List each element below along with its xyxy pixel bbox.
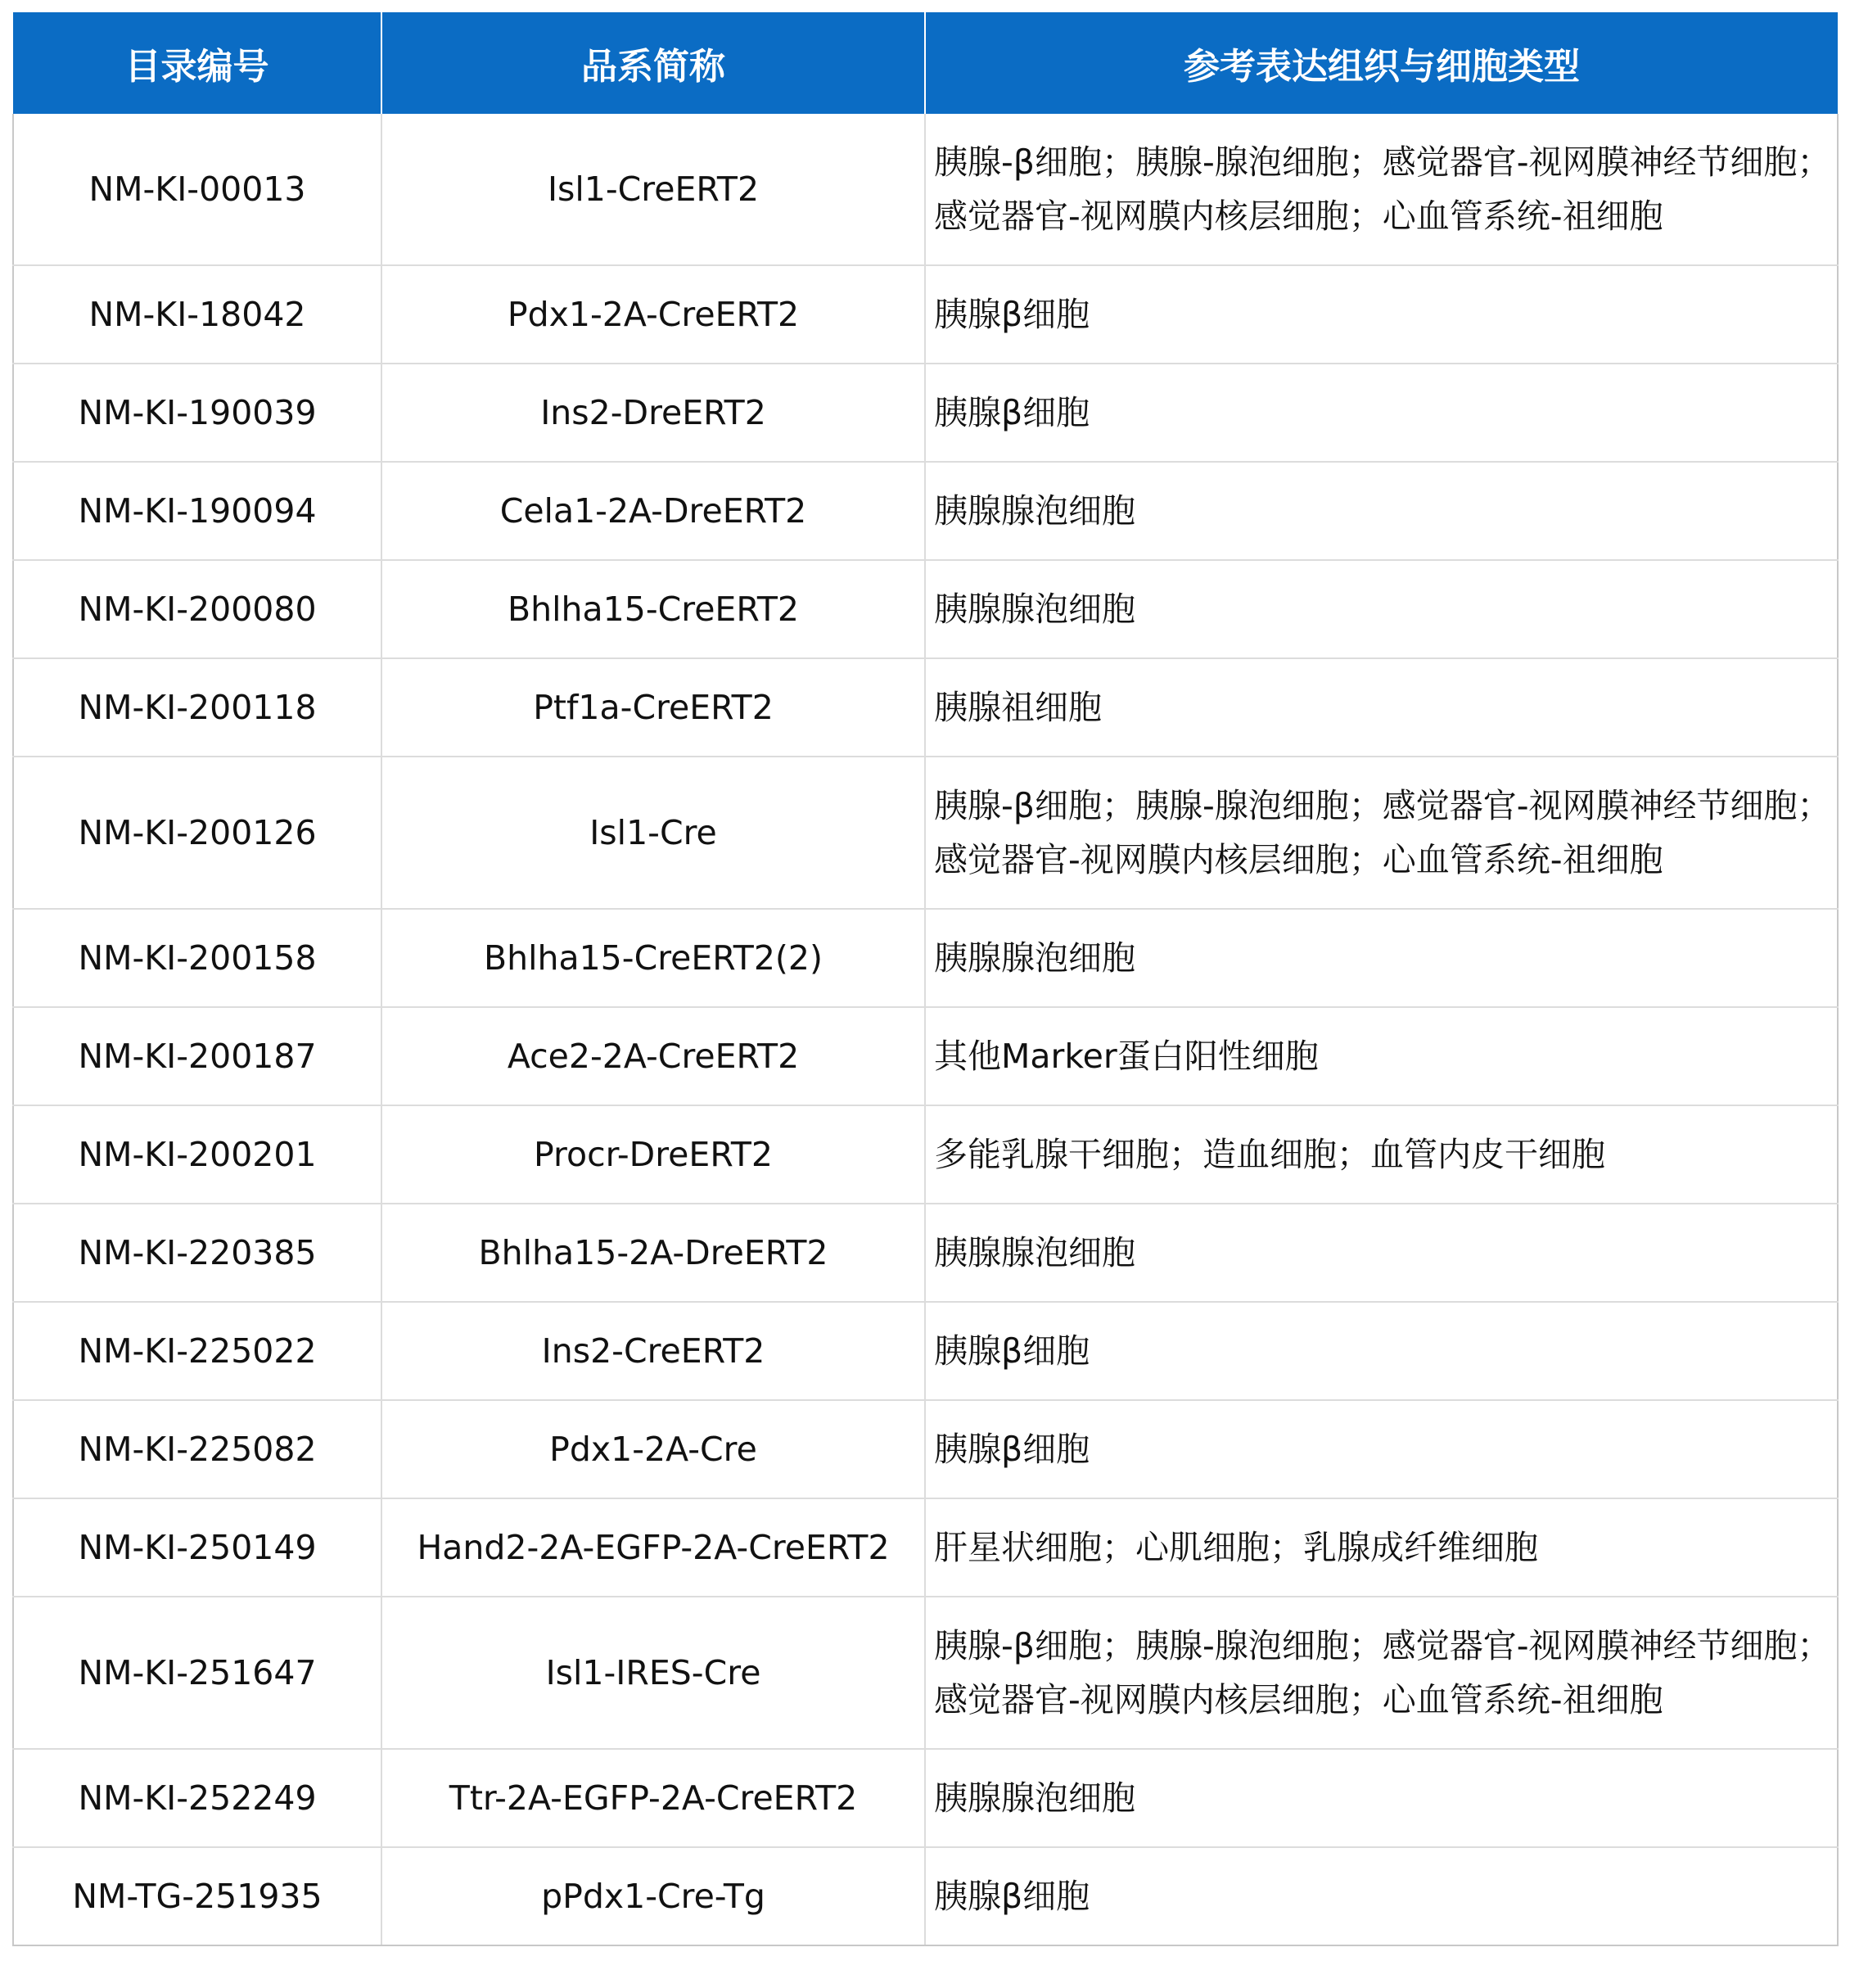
tissue-cell-type-cell: 胰腺腺泡细胞	[925, 1749, 1838, 1847]
table-row	[13, 462, 1838, 560]
catalog-number-cell: NM-KI-220385	[13, 1204, 381, 1302]
table-row	[13, 1204, 1838, 1302]
table-row	[13, 265, 1838, 364]
table-row	[13, 1597, 1838, 1749]
tissue-cell-type-cell: 胰腺β细胞	[925, 1847, 1838, 1945]
tissue-cell-type-cell: 肝星状细胞；心肌细胞；乳腺成纤维细胞	[925, 1498, 1838, 1597]
strain-name-cell: Ace2-2A-CreERT2	[381, 1007, 925, 1105]
table-row	[13, 1400, 1838, 1498]
strain-name-cell: Ptf1a-CreERT2	[381, 658, 925, 757]
tissue-cell-type-cell: 胰腺β细胞	[925, 1302, 1838, 1400]
header-tissue-cell-type: 参考表达组织与细胞类型	[925, 12, 1838, 114]
catalog-number-cell: NM-KI-18042	[13, 265, 381, 364]
table-body	[13, 114, 1838, 1945]
table-header	[13, 12, 1838, 114]
strain-name-cell: Isl1-CreERT2	[381, 114, 925, 265]
table-row	[13, 364, 1838, 462]
header-row	[13, 12, 1838, 114]
catalog-number-cell: NM-KI-190039	[13, 364, 381, 462]
table-row	[13, 1498, 1838, 1597]
catalog-number-cell: NM-KI-200126	[13, 757, 381, 909]
strain-name-cell: Isl1-Cre	[381, 757, 925, 909]
strain-name-cell: Hand2-2A-EGFP-2A-CreERT2	[381, 1498, 925, 1597]
table-row	[13, 658, 1838, 757]
tissue-cell-type-cell: 胰腺祖细胞	[925, 658, 1838, 757]
catalog-number-cell: NM-KI-225022	[13, 1302, 381, 1400]
tissue-cell-type-cell: 胰腺腺泡细胞	[925, 462, 1838, 560]
catalog-number-cell: NM-KI-200158	[13, 909, 381, 1007]
catalog-number-cell: NM-KI-200187	[13, 1007, 381, 1105]
catalog-number-cell: NM-KI-200080	[13, 560, 381, 658]
table-row	[13, 1302, 1838, 1400]
tissue-cell-type-cell: 胰腺腺泡细胞	[925, 560, 1838, 658]
strain-name-cell: Bhlha15-2A-DreERT2	[381, 1204, 925, 1302]
table-row	[13, 1847, 1838, 1945]
strain-name-cell: pPdx1-Cre-Tg	[381, 1847, 925, 1945]
strain-name-cell: Ins2-DreERT2	[381, 364, 925, 462]
catalog-number-cell: NM-KI-190094	[13, 462, 381, 560]
strain-name-cell: Cela1-2A-DreERT2	[381, 462, 925, 560]
strain-name-cell: Ttr-2A-EGFP-2A-CreERT2	[381, 1749, 925, 1847]
catalog-number-cell: NM-KI-200118	[13, 658, 381, 757]
table-row	[13, 1105, 1838, 1204]
tissue-cell-type-cell: 胰腺-β细胞；胰腺-腺泡细胞；感觉器官-视网膜神经节细胞；感觉器官-视网膜内核层细胞；心血管系统-祖细胞	[925, 114, 1838, 265]
header-catalog-number: 目录编号	[13, 12, 381, 114]
catalog-number-cell: NM-KI-252249	[13, 1749, 381, 1847]
tissue-cell-type-cell: 胰腺-β细胞；胰腺-腺泡细胞；感觉器官-视网膜神经节细胞；感觉器官-视网膜内核层细胞；心血管系统-祖细胞	[925, 757, 1838, 909]
catalog-number-cell: NM-KI-00013	[13, 114, 381, 265]
strain-name-cell: Isl1-IRES-Cre	[381, 1597, 925, 1749]
catalog-number-cell: NM-KI-200201	[13, 1105, 381, 1204]
strain-name-cell: Bhlha15-CreERT2	[381, 560, 925, 658]
strain-table	[12, 12, 1839, 1946]
tissue-cell-type-cell: 胰腺β细胞	[925, 364, 1838, 462]
tissue-cell-type-cell: 胰腺-β细胞；胰腺-腺泡细胞；感觉器官-视网膜神经节细胞；感觉器官-视网膜内核层细胞；心血管系统-祖细胞	[925, 1597, 1838, 1749]
table-row	[13, 1007, 1838, 1105]
header-strain-name: 品系简称	[381, 12, 925, 114]
tissue-cell-type-cell: 胰腺β细胞	[925, 265, 1838, 364]
strain-name-cell: Bhlha15-CreERT2(2)	[381, 909, 925, 1007]
table-row	[13, 757, 1838, 909]
tissue-cell-type-cell: 多能乳腺干细胞；造血细胞；血管内皮干细胞	[925, 1105, 1838, 1204]
strain-name-cell: Ins2-CreERT2	[381, 1302, 925, 1400]
table-row	[13, 560, 1838, 658]
strain-name-cell: Pdx1-2A-Cre	[381, 1400, 925, 1498]
catalog-number-cell: NM-KI-225082	[13, 1400, 381, 1498]
catalog-number-cell: NM-TG-251935	[13, 1847, 381, 1945]
table-row	[13, 1749, 1838, 1847]
tissue-cell-type-cell: 胰腺腺泡细胞	[925, 1204, 1838, 1302]
catalog-number-cell: NM-KI-250149	[13, 1498, 381, 1597]
tissue-cell-type-cell: 胰腺腺泡细胞	[925, 909, 1838, 1007]
tissue-cell-type-cell: 胰腺β细胞	[925, 1400, 1838, 1498]
table-row	[13, 114, 1838, 265]
strain-name-cell: Pdx1-2A-CreERT2	[381, 265, 925, 364]
catalog-number-cell: NM-KI-251647	[13, 1597, 381, 1749]
tissue-cell-type-cell: 其他Marker蛋白阳性细胞	[925, 1007, 1838, 1105]
table-row	[13, 909, 1838, 1007]
strain-name-cell: Procr-DreERT2	[381, 1105, 925, 1204]
